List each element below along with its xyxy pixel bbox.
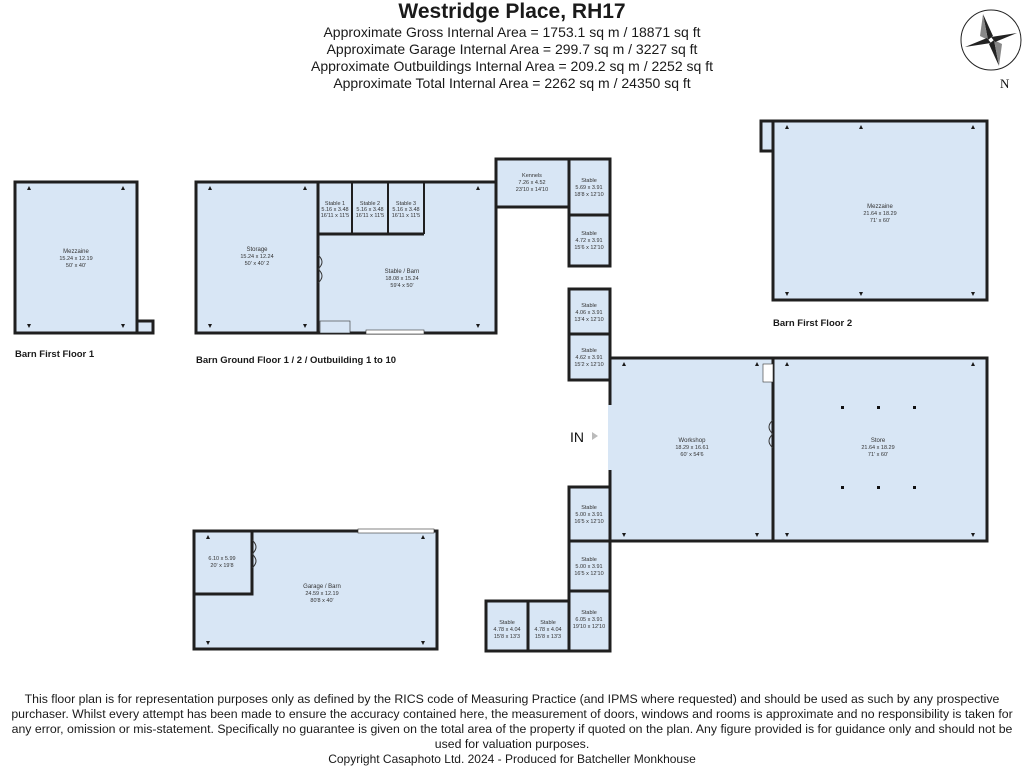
stable-h-metric: 4.78 x 4.04 [493, 627, 521, 633]
stable-d-name: Stable [581, 348, 597, 354]
stable-f-name: Stable [581, 557, 597, 563]
stable-f-imperial: 16'5 x 12'10 [574, 571, 604, 577]
storage-name: Storage [246, 247, 268, 253]
stable-d-imperial: 15'2 x 12'10 [574, 362, 604, 368]
stable-e-imperial: 16'5 x 12'10 [574, 519, 604, 525]
stable-a-metric: 5.69 x 3.91 [575, 185, 603, 191]
plan-title: Westridge Place, RH17 [398, 0, 626, 23]
mezzanine-1-metric: 15.24 x 12.19 [59, 256, 93, 262]
barn-first-floor-2 [761, 121, 987, 329]
stable-i-metric: 4.78 x 4.04 [534, 627, 562, 633]
stable-i-name: Stable [540, 620, 556, 626]
barn-first-floor-1 [15, 182, 153, 360]
total-area-line: Approximate Total Internal Area = 2262 sq m / 24350 sq ft [333, 75, 691, 91]
section-label-barn-first-floor-1: Barn First Floor 1 [15, 349, 95, 360]
storage-metric: 15.24 x 12.24 [240, 254, 274, 260]
stable-c-name: Stable [581, 303, 597, 309]
stable-barn-metric: 18.08 x 15.24 [385, 276, 419, 282]
stable-e-name: Stable [581, 505, 597, 511]
section-label-barn-first-floor-2: Barn First Floor 2 [773, 318, 853, 329]
stable-g-name: Stable [581, 610, 597, 616]
compass-north-label: N [1000, 76, 1010, 91]
stable-e-metric: 5.00 x 3.91 [575, 512, 603, 518]
garage-name: Garage / Barn [303, 584, 341, 590]
entrance-arrow-icon [592, 432, 598, 440]
stable-h-name: Stable [499, 620, 515, 626]
mezzanine-2-stair [761, 121, 773, 151]
kennels-metric: 7.26 x 4.52 [518, 180, 546, 186]
stable-1-imperial: 16'11 x 11'5 [320, 213, 350, 219]
stable-f-metric: 5.00 x 3.91 [575, 564, 603, 570]
disclaimer-text: This floor plan is for representation purposes only as defined by the RICS code of Measuring Practice (and IPMS where requested) and should be used as such by any prospective purchaser. Whilst every attempt has been made to ensure the accuracy contained here, the measurement of doors, windows and rooms is approximate and no responsibility is taken for any error, omission or mis-statement. Specifically no guarantee is given on the total area of the property if quoted on the plan. Any figure provided is for guidance only and should not be used for valuation purposes. [11, 692, 1013, 751]
stable-3-imperial: 16'11 x 11'5 [391, 213, 421, 219]
workshop-and-store [570, 358, 987, 541]
gross-area-line: Approximate Gross Internal Area = 1753.1 sq m / 18871 sq ft [323, 24, 701, 40]
stable-h-imperial: 15'8 x 13'3 [493, 634, 521, 640]
barn-ground-floor [196, 182, 496, 366]
stable-3-name: Stable 3 [395, 201, 417, 207]
storage-imperial: 50' x 40' 2 [244, 261, 270, 267]
stable-1-name: Stable 1 [324, 201, 346, 207]
stable-barn-name: Stable / Barn [384, 269, 420, 275]
store-metric: 21.64 x 18.29 [861, 445, 895, 451]
garage-metric: 24.59 x 12.19 [305, 591, 339, 597]
section-label-barn-ground: Barn Ground Floor 1 / 2 / Outbuilding 1 to 10 [196, 355, 397, 366]
kennels-and-stables [496, 159, 610, 380]
lower-stables [486, 487, 610, 651]
stable-1-metric: 5.16 x 3.48 [321, 207, 349, 213]
stable-2-name: Stable 2 [359, 201, 381, 207]
stable-c-metric: 4.06 x 3.91 [575, 310, 603, 316]
stable-barn-imperial: 59'4 x 50' [390, 283, 414, 289]
compass-icon [961, 10, 1021, 91]
store-name: Store [870, 438, 886, 444]
kennels-name: Kennels [522, 173, 542, 179]
store-imperial: 71' x 60' [867, 452, 889, 458]
stable-2-metric: 5.16 x 3.48 [356, 207, 384, 213]
garage-room-metric: 6.10 x 5.99 [208, 556, 236, 562]
stable-c-imperial: 13'4 x 12'10 [574, 317, 604, 323]
garage-barn [194, 529, 437, 649]
copyright-text: Copyright Casaphoto Ltd. 2024 - Produced for Batcheller Monkhouse [328, 752, 696, 766]
mezzanine-1-stair [137, 321, 153, 333]
mezzanine-2-name: Mezzaine [867, 204, 893, 210]
stable-b-name: Stable [581, 231, 597, 237]
stable-2-imperial: 16'11 x 11'5 [355, 213, 385, 219]
garage-room-imperial: 20' x 19'8 [210, 563, 234, 569]
entrance-label: IN [570, 429, 584, 445]
mezzanine-1-imperial: 50' x 40' [65, 263, 87, 269]
workshop-imperial: 60' x 54'6 [680, 452, 704, 458]
mezzanine-2-metric: 21.64 x 18.29 [863, 211, 897, 217]
stable-i-imperial: 15'8 x 13'3 [534, 634, 562, 640]
garage-imperial: 80'8 x 40' [310, 598, 334, 604]
outbuildings-area-line: Approximate Outbuildings Internal Area = 209.2 sq m / 2252 sq ft [311, 58, 713, 74]
mezzanine-1-name: Mezzaine [63, 249, 89, 255]
workshop-metric: 18.29 x 16.61 [675, 445, 709, 451]
stable-a-name: Stable [581, 178, 597, 184]
stable-i-room [528, 601, 569, 651]
kennels-imperial: 23'10 x 14'10 [515, 187, 549, 193]
stable-g-metric: 6.05 x 3.91 [575, 617, 603, 623]
stable-b-metric: 4.72 x 3.91 [575, 238, 603, 244]
mezzanine-2-imperial: 71' x 60' [869, 218, 891, 224]
garage-outline [194, 531, 437, 649]
stable-d-metric: 4.62 x 3.91 [575, 355, 603, 361]
stable-h-room [486, 601, 528, 651]
workshop-name: Workshop [678, 438, 706, 444]
stable-g-imperial: 19'10 x 12'10 [572, 624, 606, 630]
garage-area-line: Approximate Garage Internal Area = 299.7 sq m / 3227 sq ft [326, 41, 698, 57]
workshop-store-outline [610, 358, 987, 541]
stable-b-imperial: 15'6 x 12'10 [574, 245, 604, 251]
stable-3-metric: 5.16 x 3.48 [392, 207, 420, 213]
stable-a-imperial: 18'8 x 12'10 [574, 192, 604, 198]
